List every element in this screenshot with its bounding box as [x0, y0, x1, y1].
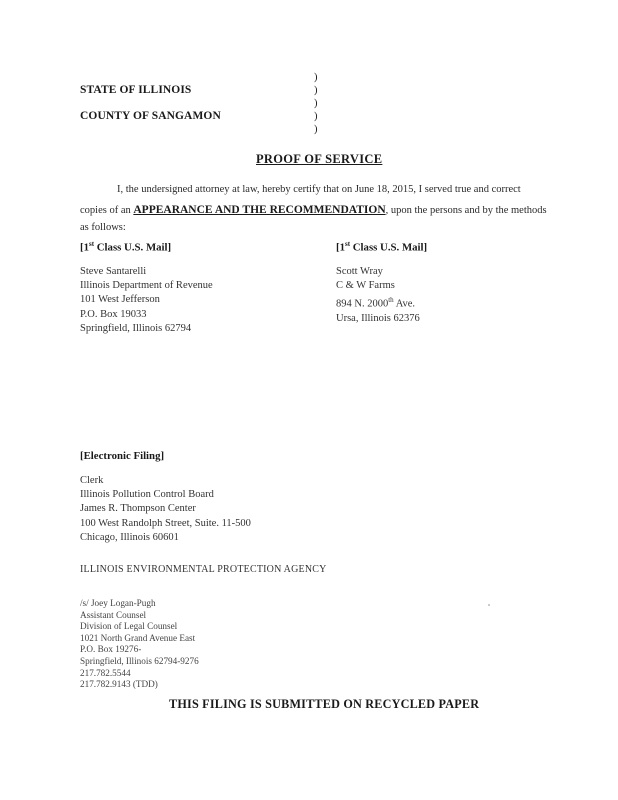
address-line: Clerk: [80, 475, 104, 486]
address-line: 100 West Randolph Street, Suite. 11-500: [80, 517, 251, 529]
service-method-right: [336, 240, 427, 254]
served-document-title: APPEARANCE AND THE RECOMMENDATION: [133, 204, 386, 216]
address-line: Springfield, Illinois 62794: [80, 322, 192, 334]
document-title: PROOF OF SERVICE: [256, 152, 383, 166]
signature-line: /s/ Joey Logan-Pugh: [80, 598, 156, 608]
address-line: P.O. Box 19033: [80, 308, 147, 320]
address-line: Steve Santarelli: [80, 266, 147, 277]
street-text: Ave.: [393, 298, 416, 310]
caption-county: COUNTY OF SANGAMON: [80, 110, 221, 122]
signature-line: P.O. Box 19276-: [80, 644, 142, 655]
method-text: Class U.S. Mail]: [350, 241, 428, 254]
street-superscript: th: [388, 296, 394, 305]
address-line: [336, 293, 420, 312]
address-line: Illinois Pollution Control Board: [80, 489, 214, 501]
street-text: 894 N. 2000: [336, 298, 389, 310]
address-line: 101 West Jefferson: [80, 294, 160, 306]
caption-paren: ): [314, 124, 318, 135]
signature-line: 1021 North Grand Avenue East: [80, 632, 196, 643]
address-line: C & W Farms: [336, 280, 395, 292]
service-method-electronic: [Electronic Filing]: [80, 450, 165, 462]
recycled-paper-notice: THIS FILING IS SUBMITTED ON RECYCLED PAPER: [169, 697, 480, 711]
method-text: [1: [336, 241, 345, 254]
service-method-left: [80, 240, 171, 254]
caption-state: STATE OF ILLINOIS: [80, 84, 192, 96]
method-superscript: st: [89, 240, 95, 248]
caption-paren: ): [314, 111, 318, 122]
certification-line-1: I, the undersigned attorney at law, hereby certify that on June 18, 2015, I served true and correct: [117, 184, 521, 195]
certification-prefix: copies of an: [80, 205, 134, 216]
recipient-address-right: [336, 265, 420, 326]
address-line: Chicago, Illinois 60601: [80, 531, 179, 543]
caption-paren: ): [314, 72, 318, 83]
signature-line: 217.782.5544: [80, 667, 131, 678]
method-text: [1: [80, 241, 89, 254]
address-line: Ursa, Illinois 62376: [336, 313, 420, 325]
certification-line-2: [80, 204, 547, 216]
signature-line: Springfield, Illinois 62794-9276: [80, 655, 199, 666]
recipient-address-left: [80, 265, 213, 336]
certification-line-3: as follows:: [80, 222, 126, 233]
address-line: Scott Wray: [336, 266, 383, 277]
caption-paren: ): [314, 85, 318, 96]
method-superscript: st: [345, 240, 351, 248]
scan-speck: [488, 604, 490, 606]
recipient-address-electronic: [80, 474, 251, 545]
address-line: Illinois Department of Revenue: [80, 280, 213, 292]
address-line: James R. Thompson Center: [80, 503, 196, 515]
signature-line: Assistant Counsel: [80, 609, 147, 620]
caption-paren: ): [314, 98, 318, 109]
signature-line: 217.782.9143 (TDD): [80, 679, 158, 690]
method-text: Class U.S. Mail]: [94, 241, 172, 254]
signature-line: Division of Legal Counsel: [80, 621, 178, 632]
agency-name: ILLINOIS ENVIRONMENTAL PROTECTION AGENCY: [80, 564, 327, 575]
signature-block: [80, 598, 199, 691]
certification-suffix: , upon the persons and by the methods: [385, 205, 547, 216]
